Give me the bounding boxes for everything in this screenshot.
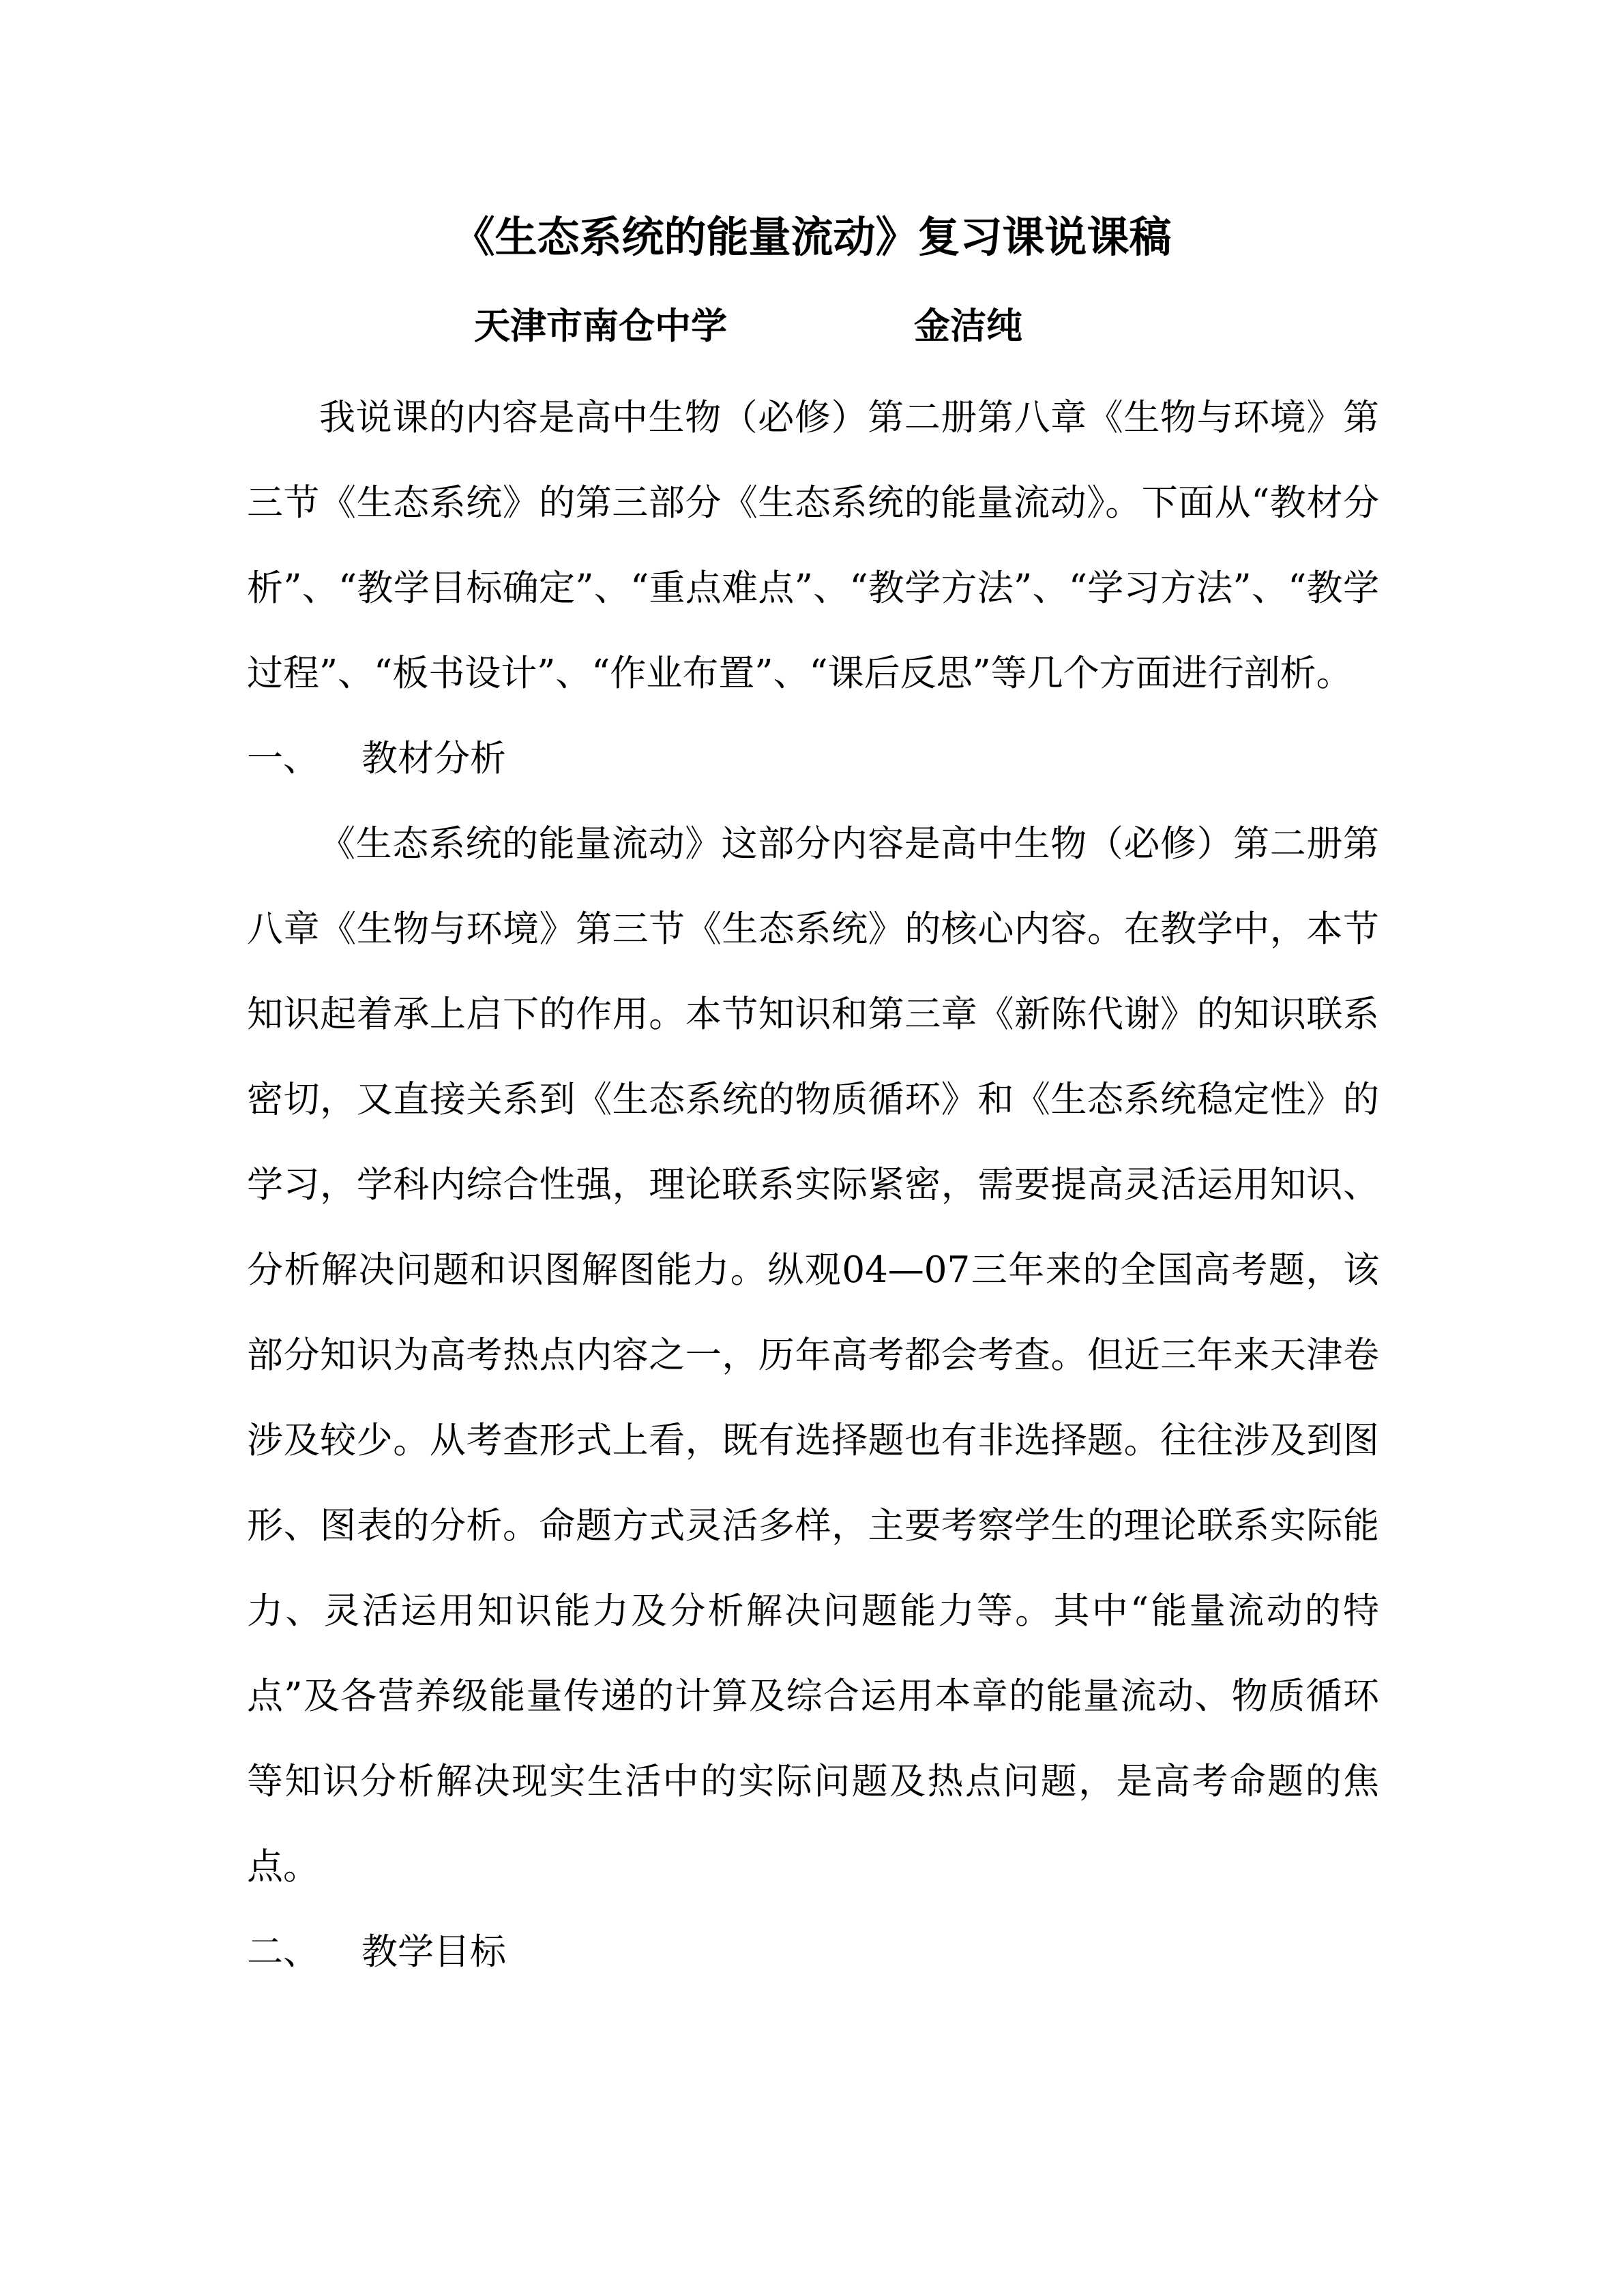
byline bbox=[0, 299, 1624, 353]
intro-paragraph: 我说课的内容是高中生物（必修）第二册第八章《生物与环境》第三节《生态系统》的第三部分《生态系统的能量流动》。下面从“教材分析”、“教学目标确定”、“重点难点”、“教学方法”、“学习方法”、“教学过程”、“板书设计”、“作业布置”、“课后反思”等几个方面进行剖析。 bbox=[247, 397, 1379, 694]
section-number: 一、 bbox=[247, 738, 319, 779]
section-1-paragraph: 《生态系统的能量流动》这部分内容是高中生物（必修）第二册第八章《生物与环境》第三节《生态系统》的核心内容。在教学中，本节知识起着承上启下的作用。本节知识和第三章《新陈代谢》的知识联系密切，又直接关系到《生态系统的物质循环》和《生态系统稳定性》的学习，学科内综合性强，理论联系实际紧密，需要提高灵活运用知识、分析解决问题和识图解图能力。纵观04—07三年来的全国高考题，该部分知识为高考热点内容之一，历年高考都会考查。但近三年来天津卷涉及较少。从考查形式上看，既有选择题也有非选择题。往往涉及到图形、图表的分析。命题方式灵活多样，主要考察学生的理论联系实际能力、灵活运用知识能力及分析解决问题能力等。其中“能量流动的特点”及各营养级能量传递的计算及综合运用本章的能量流动、物质循环等知识分析解决现实生活中的实际问题及热点问题，是高考命题的焦点。 bbox=[247, 823, 1379, 1888]
document-body bbox=[247, 375, 1379, 1995]
section-heading-1 bbox=[247, 716, 1379, 801]
school-name: 天津市南仓中学 bbox=[474, 305, 727, 347]
section-title: 教学目标 bbox=[361, 1931, 506, 1973]
section-number: 二、 bbox=[247, 1931, 319, 1973]
section-heading-2 bbox=[247, 1909, 1379, 1995]
document-title: 《生态系统的能量流动》复习课说课稿 bbox=[452, 212, 1172, 262]
author-name: 金洁纯 bbox=[914, 305, 1022, 347]
section-title: 教材分析 bbox=[361, 738, 506, 779]
